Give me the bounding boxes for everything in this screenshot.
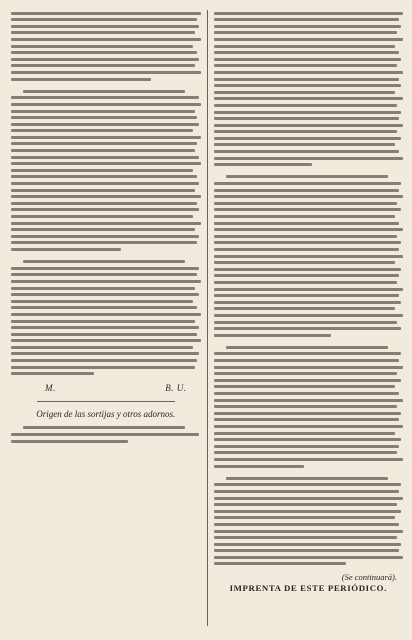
text-line: [214, 556, 404, 559]
text-line: [214, 31, 398, 34]
text-line: [214, 510, 402, 513]
text-line: [214, 189, 400, 192]
text-line: [11, 433, 199, 436]
text-line: [214, 334, 331, 337]
text-line: [226, 175, 388, 178]
text-line: [214, 25, 402, 28]
text-line: [23, 260, 185, 263]
text-line: [214, 228, 404, 231]
text-line: [11, 12, 201, 15]
paragraph-7: [214, 342, 404, 471]
text-line: [11, 320, 195, 323]
text-line: [11, 103, 201, 106]
text-line: [11, 182, 199, 185]
text-line: [11, 175, 197, 178]
text-line: [11, 339, 201, 342]
text-line: [11, 129, 193, 132]
text-line: [11, 333, 197, 336]
text-line: [214, 451, 398, 454]
two-column-layout: [11, 8, 403, 630]
text-line: [11, 58, 199, 61]
section-heading: Origen de las sortijas y otros adornos.: [36, 408, 176, 419]
paragraph-6: [214, 172, 404, 340]
paragraph-3: [11, 257, 201, 379]
text-line: [11, 156, 199, 159]
text-line: [214, 18, 400, 21]
text-line: [11, 45, 193, 48]
text-line: [11, 64, 195, 67]
text-line: [214, 91, 396, 94]
text-line: [214, 71, 404, 74]
text-line: [214, 523, 400, 526]
text-line: [11, 116, 197, 119]
text-line: [226, 477, 388, 480]
text-line: [214, 516, 396, 519]
text-line: [214, 432, 396, 435]
text-line: [11, 169, 193, 172]
text-line: [11, 241, 197, 244]
text-line: [214, 352, 402, 355]
text-line: [214, 97, 404, 100]
section-separator: [37, 401, 175, 402]
text-line: [11, 352, 199, 355]
text-line: [214, 379, 402, 382]
text-line: [11, 326, 199, 329]
text-line: [214, 301, 402, 304]
text-line: [214, 248, 400, 251]
paragraph-2: [11, 86, 201, 254]
text-line: [214, 425, 404, 428]
text-line: [214, 465, 305, 468]
text-line: [214, 195, 404, 198]
text-line: [214, 64, 398, 67]
text-line: [214, 314, 404, 317]
text-line: [214, 458, 404, 461]
text-line: [214, 281, 398, 284]
text-line: [23, 426, 185, 429]
text-line: [11, 293, 199, 296]
signature: [45, 383, 187, 393]
text-line: [11, 372, 94, 375]
text-line: [11, 195, 201, 198]
text-line: [214, 294, 400, 297]
text-line: [11, 38, 201, 41]
text-line: [11, 123, 199, 126]
text-line: [214, 202, 398, 205]
right-column: [208, 8, 404, 630]
left-column: [11, 8, 207, 630]
text-line: [11, 313, 201, 316]
text-line: [214, 222, 400, 225]
text-line: [11, 222, 201, 225]
text-line: [214, 182, 402, 185]
paragraph-4: [11, 423, 201, 446]
text-line: [11, 136, 201, 139]
text-line: [23, 90, 185, 93]
continuation-note: (Se continuará).: [341, 572, 397, 583]
text-line: [214, 78, 400, 81]
text-line: [11, 208, 199, 211]
text-line: [214, 327, 402, 330]
text-line: [11, 71, 201, 74]
text-line: [11, 267, 199, 270]
text-line: [214, 359, 400, 362]
text-line: [11, 189, 195, 192]
text-line: [11, 280, 201, 283]
text-line: [11, 25, 199, 28]
paragraph-1: [11, 8, 201, 84]
text-line: [214, 392, 400, 395]
text-line: [11, 18, 197, 21]
text-line: [11, 440, 128, 443]
paragraph-5: [214, 8, 404, 170]
text-line: [214, 58, 402, 61]
text-line: [214, 241, 402, 244]
text-line: [214, 562, 347, 565]
text-line: [11, 273, 197, 276]
text-line: [214, 497, 404, 500]
text-line: [214, 372, 398, 375]
text-line: [214, 124, 404, 127]
text-line: [214, 130, 398, 133]
text-line: [11, 96, 199, 99]
text-line: [11, 142, 197, 145]
text-line: [214, 490, 400, 493]
text-line: [214, 104, 398, 107]
text-line: [214, 255, 404, 258]
text-line: [214, 412, 402, 415]
text-line: [214, 530, 404, 533]
text-line: [214, 274, 400, 277]
text-line: [214, 418, 400, 421]
text-line: [214, 543, 402, 546]
text-line: [214, 307, 396, 310]
text-line: [214, 51, 400, 54]
text-line: [11, 287, 195, 290]
text-line: [11, 300, 193, 303]
text-line: [11, 162, 201, 165]
text-line: [11, 78, 151, 81]
text-line: [214, 385, 396, 388]
text-line: [214, 536, 398, 539]
text-line: [214, 215, 396, 218]
text-line: [214, 235, 398, 238]
text-line: [214, 366, 404, 369]
text-line: [11, 346, 193, 349]
text-line: [214, 38, 404, 41]
text-line: [214, 12, 404, 15]
text-line: [214, 268, 402, 271]
signature-initials: B. U.: [165, 382, 187, 393]
text-line: [214, 399, 404, 402]
text-line: [226, 346, 388, 349]
text-line: [11, 31, 195, 34]
text-line: [214, 163, 313, 166]
text-line: [214, 143, 396, 146]
signature-initial: M.: [45, 382, 56, 393]
text-line: [214, 405, 398, 408]
text-line: [214, 157, 404, 160]
text-line: [214, 438, 402, 441]
text-line: [214, 84, 402, 87]
text-line: [11, 215, 193, 218]
text-line: [214, 117, 400, 120]
text-line: [214, 261, 396, 264]
text-line: [11, 202, 197, 205]
imprint-line: IMPRENTA DE ESTE PERIÓDICO.: [229, 583, 387, 594]
text-line: [214, 150, 400, 153]
text-line: [11, 366, 195, 369]
text-line: [214, 137, 402, 140]
text-line: [214, 503, 398, 506]
text-line: [11, 228, 195, 231]
text-line: [214, 445, 400, 448]
text-line: [11, 248, 121, 251]
text-line: [214, 321, 398, 324]
text-line: [214, 549, 400, 552]
text-line: [214, 111, 402, 114]
text-line: [11, 149, 195, 152]
text-line: [214, 288, 404, 291]
text-line: [214, 45, 396, 48]
text-line: [11, 110, 195, 113]
text-line: [11, 306, 197, 309]
text-line: [11, 235, 199, 238]
text-line: [214, 483, 402, 486]
text-line: [11, 359, 197, 362]
text-line: [214, 208, 402, 211]
text-line: [11, 51, 197, 54]
paragraph-8: [214, 473, 404, 569]
